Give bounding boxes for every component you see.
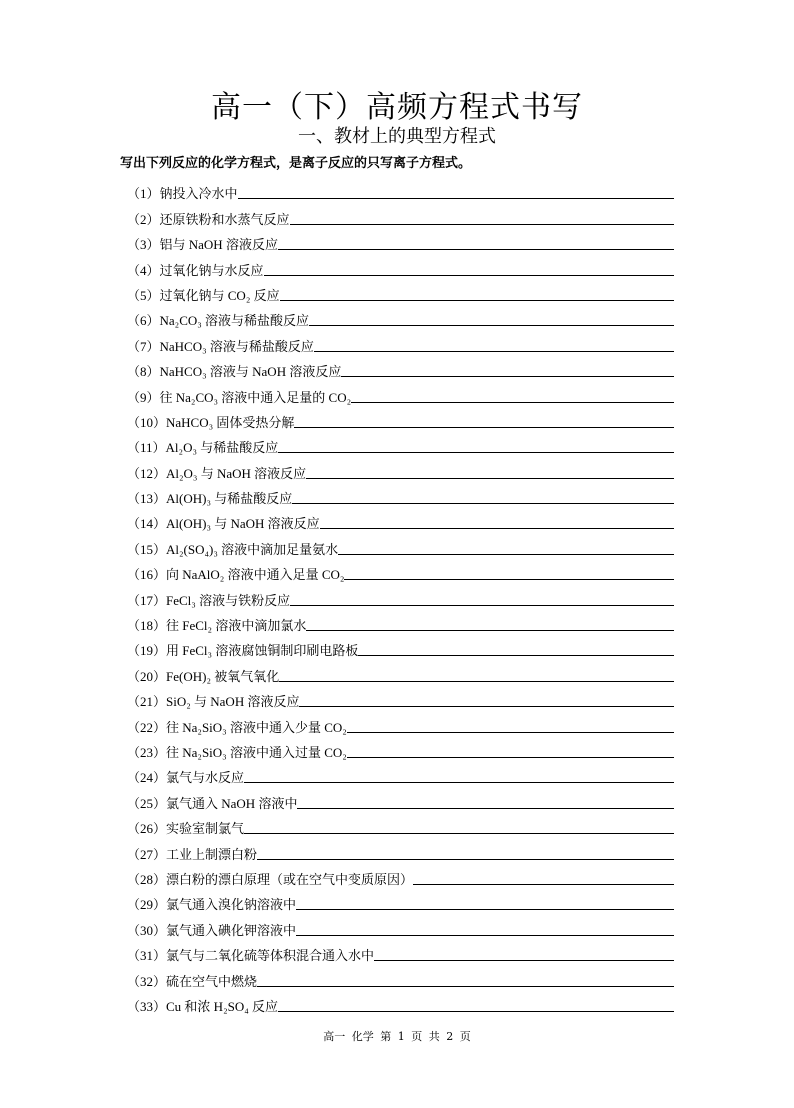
question-text: Al(OH)₃ 与稀盐酸反应 (166, 491, 293, 507)
answer-blank[interactable] (306, 477, 674, 479)
question-number: （21） (127, 694, 167, 710)
question-text: FeCl₃ 溶液与铁粉反应 (166, 592, 291, 608)
answer-blank[interactable] (292, 502, 674, 504)
question-text: 过氧化钠与 CO₂ 反应 (159, 287, 280, 303)
question-item (127, 177, 674, 202)
question-number: （9） (127, 389, 160, 405)
answer-blank[interactable] (344, 578, 674, 580)
question-text: SiO₂ 与 NaOH 溶液反应 (166, 694, 300, 710)
question-item (127, 812, 674, 837)
question-number: （11） (127, 440, 166, 456)
question-number: （12） (127, 465, 167, 481)
question-item (127, 939, 674, 964)
question-item (127, 279, 674, 304)
question-number: （6） (127, 313, 160, 329)
question-number: （3） (127, 237, 160, 253)
question-number: （22） (127, 719, 167, 735)
answer-blank[interactable] (290, 223, 674, 225)
question-number: （7） (127, 338, 160, 354)
question-item (127, 532, 674, 557)
question-item (127, 736, 674, 761)
question-number: （28） (127, 871, 167, 887)
answer-blank[interactable] (238, 197, 674, 199)
question-item (127, 558, 674, 583)
question-text: Fe(OH)₂ 被氧气氧化 (166, 668, 280, 684)
question-text: 氯气与二氧化硫等体积混合通入水中 (166, 948, 375, 964)
answer-blank[interactable] (244, 781, 674, 783)
answer-blank[interactable] (294, 426, 674, 428)
question-item (127, 964, 674, 989)
answer-blank[interactable] (278, 451, 674, 453)
question-text: 氯气通入 NaOH 溶液中 (166, 795, 298, 811)
question-number: （2） (127, 211, 160, 227)
question-number: （24） (127, 770, 167, 786)
answer-blank[interactable] (309, 324, 674, 326)
question-text: 往 FeCl₂ 溶液中滴加氯水 (166, 618, 307, 634)
question-item (127, 888, 674, 913)
question-text: Cu 和浓 H₂SO₄ 反应 (166, 998, 279, 1014)
question-number: （26） (127, 821, 167, 837)
question-number: （32） (127, 973, 167, 989)
answer-blank[interactable] (297, 807, 674, 809)
question-item (127, 863, 674, 888)
question-text: 过氧化钠与水反应 (159, 262, 264, 278)
answer-blank[interactable] (347, 756, 674, 758)
answer-blank[interactable] (279, 680, 674, 682)
question-number: （20） (127, 668, 167, 684)
answer-blank[interactable] (244, 832, 674, 834)
question-item (127, 990, 674, 1015)
question-text: 往 Na₂SiO₃ 溶液中通入少量 CO₂ (166, 719, 347, 735)
question-list (127, 177, 674, 1015)
question-number: （18） (127, 618, 167, 634)
question-number: （14） (127, 516, 167, 532)
question-number: （29） (127, 897, 167, 913)
question-text: 用 FeCl₃ 溶液腐蚀铜制印刷电路板 (166, 643, 359, 659)
question-item (127, 253, 674, 278)
question-number: （1） (127, 186, 160, 202)
answer-blank[interactable] (280, 299, 674, 301)
answer-blank[interactable] (299, 705, 674, 707)
question-text: Al₂(SO₄)₃ 溶液中滴加足量氨水 (166, 541, 339, 557)
answer-blank[interactable] (413, 883, 674, 885)
answer-blank[interactable] (320, 527, 674, 529)
page-footer: 高一 化学 第 1 页 共 2 页 (323, 1030, 471, 1043)
section-heading: 一、教材上的典型方程式 (298, 126, 496, 147)
question-text: 还原铁粉和水蒸气反应 (159, 211, 290, 227)
question-item (127, 786, 674, 811)
question-item (127, 406, 674, 431)
question-number: （8） (127, 364, 160, 380)
question-text: Al₂O₃ 与 NaOH 溶液反应 (166, 465, 307, 481)
answer-blank[interactable] (358, 654, 674, 656)
question-number: （19） (127, 643, 167, 659)
question-item (127, 609, 674, 634)
answer-blank[interactable] (306, 629, 674, 631)
answer-blank[interactable] (257, 858, 674, 860)
answer-blank[interactable] (257, 985, 674, 987)
answer-blank[interactable] (347, 731, 674, 733)
question-text: 钠投入冷水中 (159, 186, 238, 202)
answer-blank[interactable] (290, 604, 674, 606)
answer-blank[interactable] (374, 959, 674, 961)
question-number: （27） (127, 846, 167, 862)
answer-blank[interactable] (351, 401, 674, 403)
question-item (127, 329, 674, 354)
answer-blank[interactable] (296, 934, 674, 936)
instruction-text: 写出下列反应的化学方程式，是离子反应的只写离子方程式。 (120, 156, 472, 171)
question-item (127, 431, 674, 456)
page-title: 高一（下）高频方程式书写 (211, 90, 583, 125)
question-item (127, 583, 674, 608)
question-number: （17） (127, 592, 167, 608)
question-number: （5） (127, 287, 160, 303)
question-item (127, 482, 674, 507)
question-item (127, 304, 674, 329)
answer-blank[interactable] (314, 350, 674, 352)
question-text: 漂白粉的漂白原理（或在空气中变质原因） (166, 871, 414, 887)
question-text: 向 NaAlO₂ 溶液中通入足量 CO₂ (166, 567, 345, 583)
question-text: 硫在空气中燃烧 (166, 973, 258, 989)
question-number: （13） (127, 491, 167, 507)
question-item (127, 380, 674, 405)
question-item (127, 634, 674, 659)
question-item (127, 659, 674, 684)
question-text: Al₂O₃ 与稀盐酸反应 (165, 440, 279, 456)
question-number: （15） (127, 541, 167, 557)
question-item (127, 913, 674, 938)
answer-blank[interactable] (296, 908, 674, 910)
question-number: （16） (127, 567, 167, 583)
question-text: NaHCO₃ 溶液与 NaOH 溶液反应 (159, 364, 342, 380)
question-item (127, 355, 674, 380)
question-text: 工业上制漂白粉 (166, 846, 258, 862)
question-text: 氯气通入碘化钾溶液中 (166, 922, 297, 938)
question-item (127, 228, 674, 253)
question-text: NaHCO₃ 固体受热分解 (166, 414, 295, 430)
answer-blank[interactable] (278, 248, 674, 250)
question-item (127, 685, 674, 710)
question-number: （33） (127, 998, 167, 1014)
question-item (127, 456, 674, 481)
question-text: 实验室制氯气 (166, 821, 245, 837)
answer-blank[interactable] (278, 1010, 674, 1012)
question-item (127, 837, 674, 862)
question-number: （25） (127, 795, 167, 811)
answer-blank[interactable] (264, 274, 674, 276)
answer-blank[interactable] (338, 553, 674, 555)
question-item (127, 761, 674, 786)
question-number: （4） (127, 262, 160, 278)
question-item (127, 710, 674, 735)
question-item (127, 507, 674, 532)
question-text: 氯气与水反应 (166, 770, 245, 786)
question-text: 铝与 NaOH 溶液反应 (159, 237, 278, 253)
question-text: NaHCO₃ 溶液与稀盐酸反应 (159, 338, 314, 354)
question-text: Na₂CO₃ 溶液与稀盐酸反应 (159, 313, 310, 329)
question-number: （30） (127, 922, 167, 938)
question-item (127, 202, 674, 227)
answer-blank[interactable] (341, 375, 674, 377)
question-text: 往 Na₂CO₃ 溶液中通入足量的 CO₂ (159, 389, 352, 405)
question-number: （10） (127, 414, 167, 430)
question-text: Al(OH)₃ 与 NaOH 溶液反应 (166, 516, 320, 532)
question-text: 氯气通入溴化钠溶液中 (166, 897, 297, 913)
question-number: （31） (127, 948, 167, 964)
question-number: （23） (127, 744, 167, 760)
question-text: 往 Na₂SiO₃ 溶液中通入过量 CO₂ (166, 744, 347, 760)
